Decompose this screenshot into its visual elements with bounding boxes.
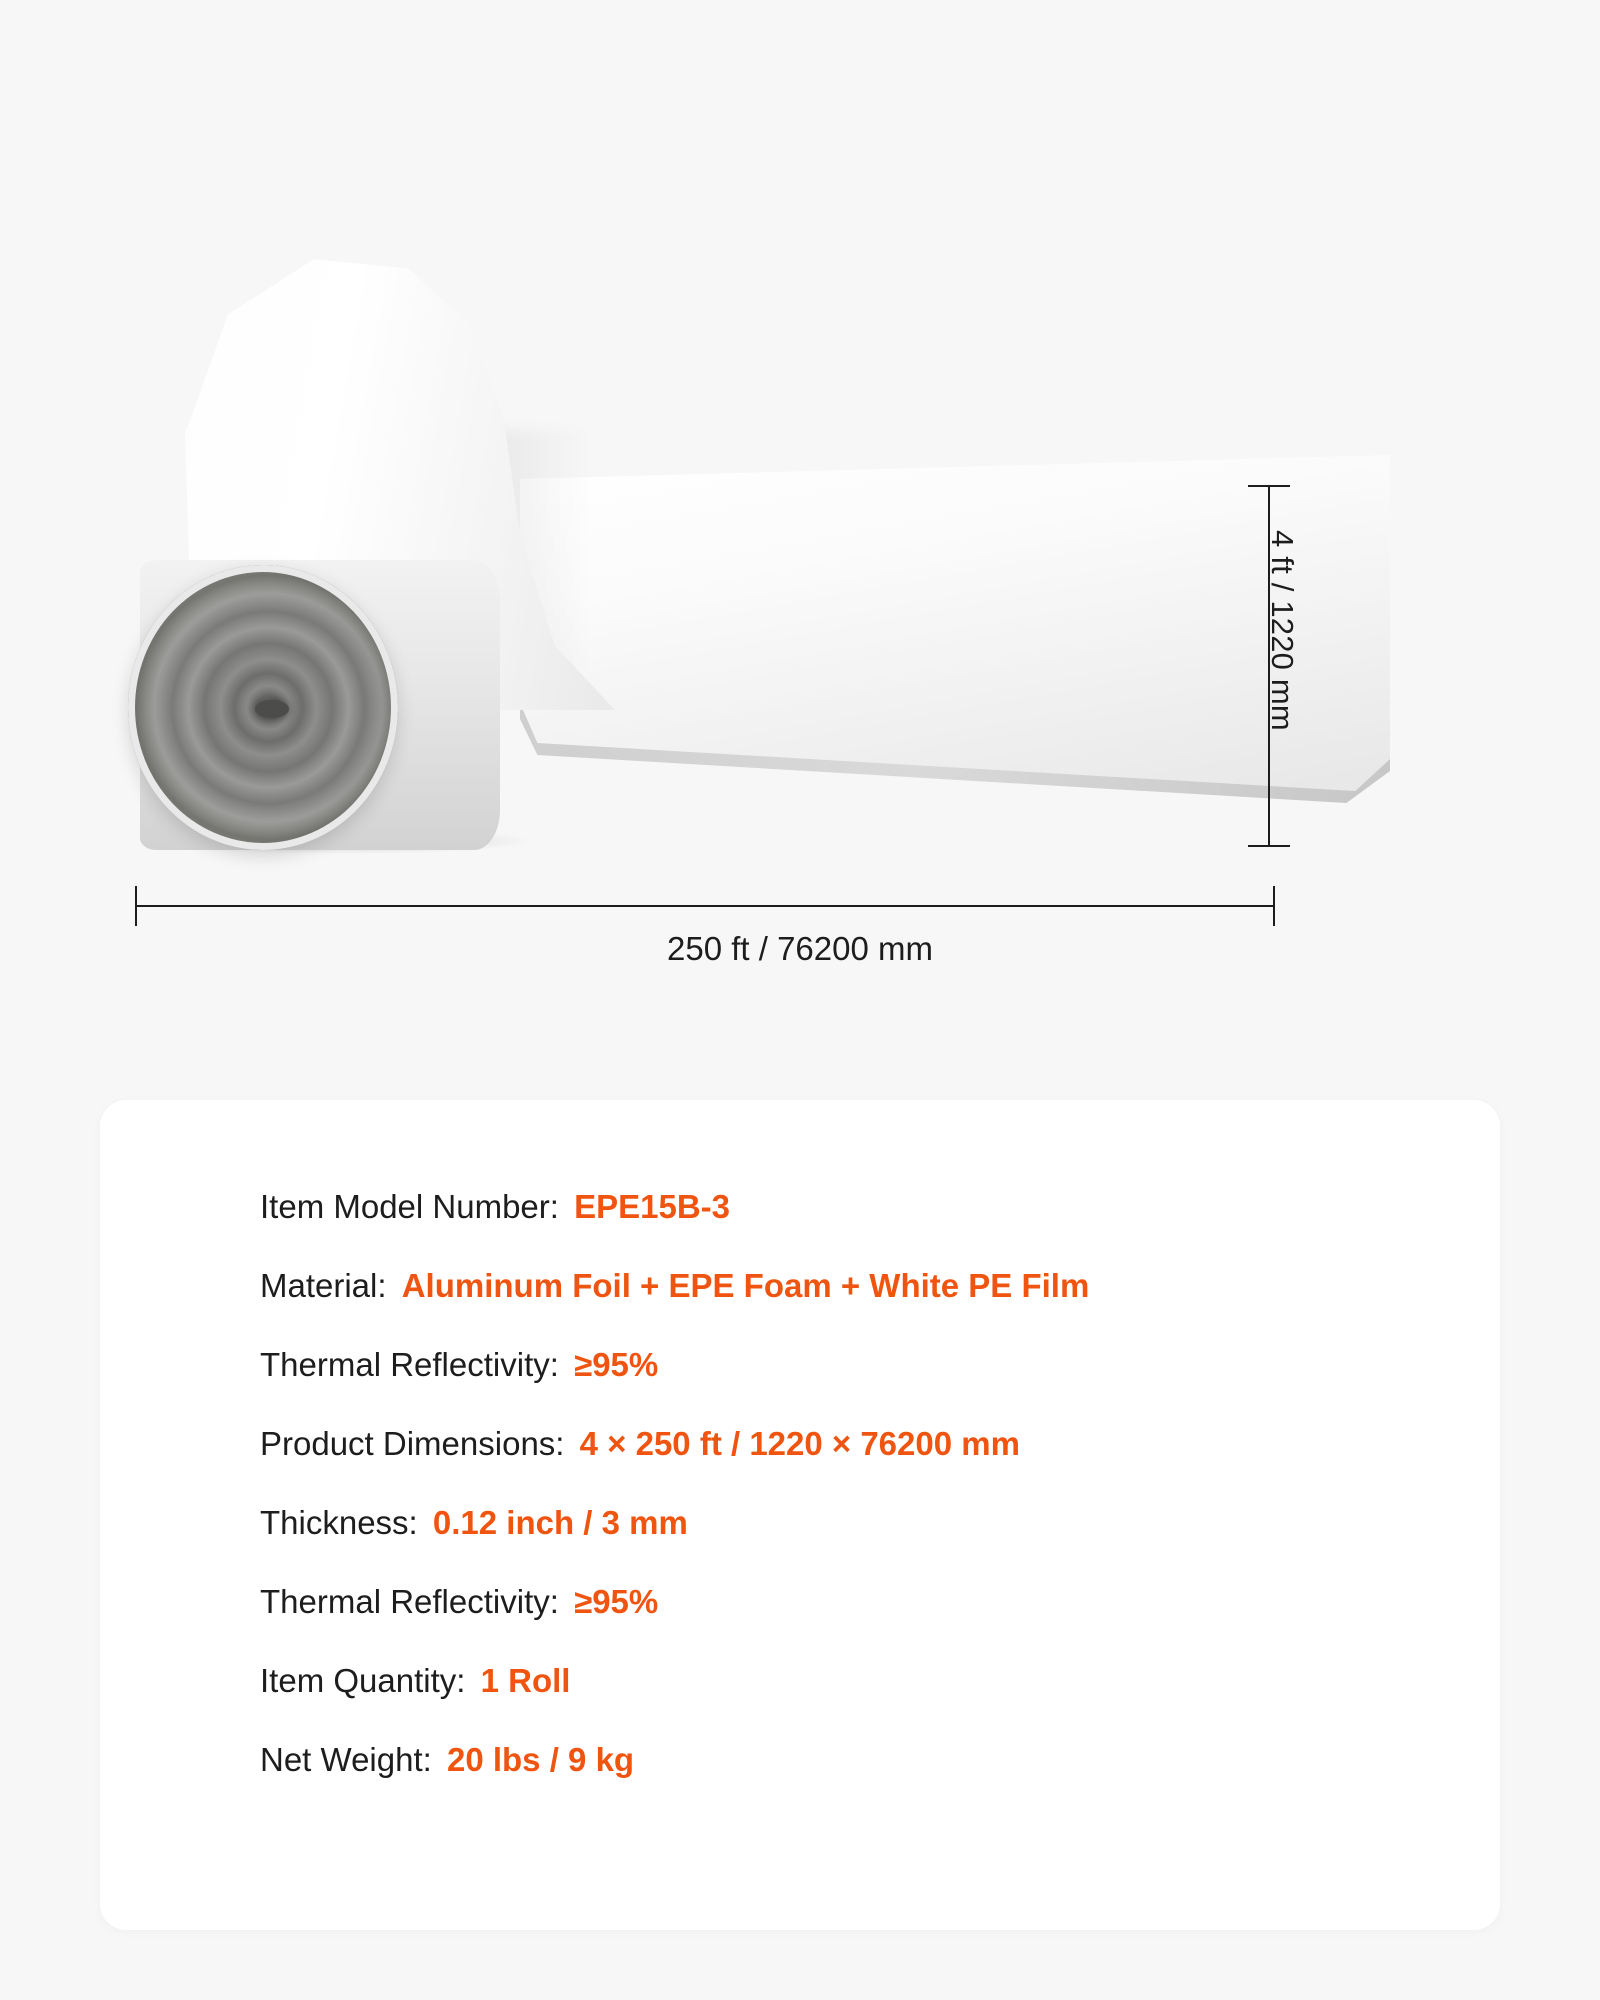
width-dimension-label: 250 ft / 76200 mm xyxy=(667,930,933,967)
spec-row xyxy=(260,1348,1500,1381)
spec-value: EPE15B-3 xyxy=(574,1188,731,1225)
spec-value: ≥95% xyxy=(574,1346,659,1383)
spec-label: Net Weight: xyxy=(260,1741,432,1778)
spec-label: Thermal Reflectivity: xyxy=(260,1583,559,1620)
spec-label: Material: xyxy=(260,1267,387,1304)
spec-row xyxy=(260,1269,1500,1302)
height-dimension-cap-bottom xyxy=(1248,845,1290,847)
spec-row xyxy=(260,1743,1500,1776)
roll-core xyxy=(255,700,289,718)
spec-label: Product Dimensions: xyxy=(260,1425,565,1462)
spec-label: Thermal Reflectivity: xyxy=(260,1346,559,1383)
insulation-roll-photo xyxy=(0,0,1600,900)
width-dimension-cap-right xyxy=(1273,886,1275,926)
spec-value: ≥95% xyxy=(574,1583,659,1620)
spec-label: Item Quantity: xyxy=(260,1662,466,1699)
specification-card xyxy=(100,1100,1500,1930)
spec-value: 0.12 inch / 3 mm xyxy=(432,1504,688,1541)
spec-value: Aluminum Foil + EPE Foam + White PE Film xyxy=(401,1267,1090,1304)
width-dimension-line xyxy=(135,905,1275,907)
spec-label: Thickness: xyxy=(260,1504,418,1541)
spec-row xyxy=(260,1585,1500,1618)
spec-row xyxy=(260,1190,1500,1223)
spec-value: 1 Roll xyxy=(480,1662,571,1699)
height-dimension-label: 4 ft / 1220 mm xyxy=(1265,530,1300,731)
spec-row xyxy=(260,1664,1500,1697)
spec-value: 4 × 250 ft / 1220 × 76200 mm xyxy=(579,1425,1020,1462)
spec-row xyxy=(260,1427,1500,1460)
spec-row xyxy=(260,1506,1500,1539)
spec-label: Item Model Number: xyxy=(260,1188,559,1225)
spec-value: 20 lbs / 9 kg xyxy=(446,1741,635,1778)
